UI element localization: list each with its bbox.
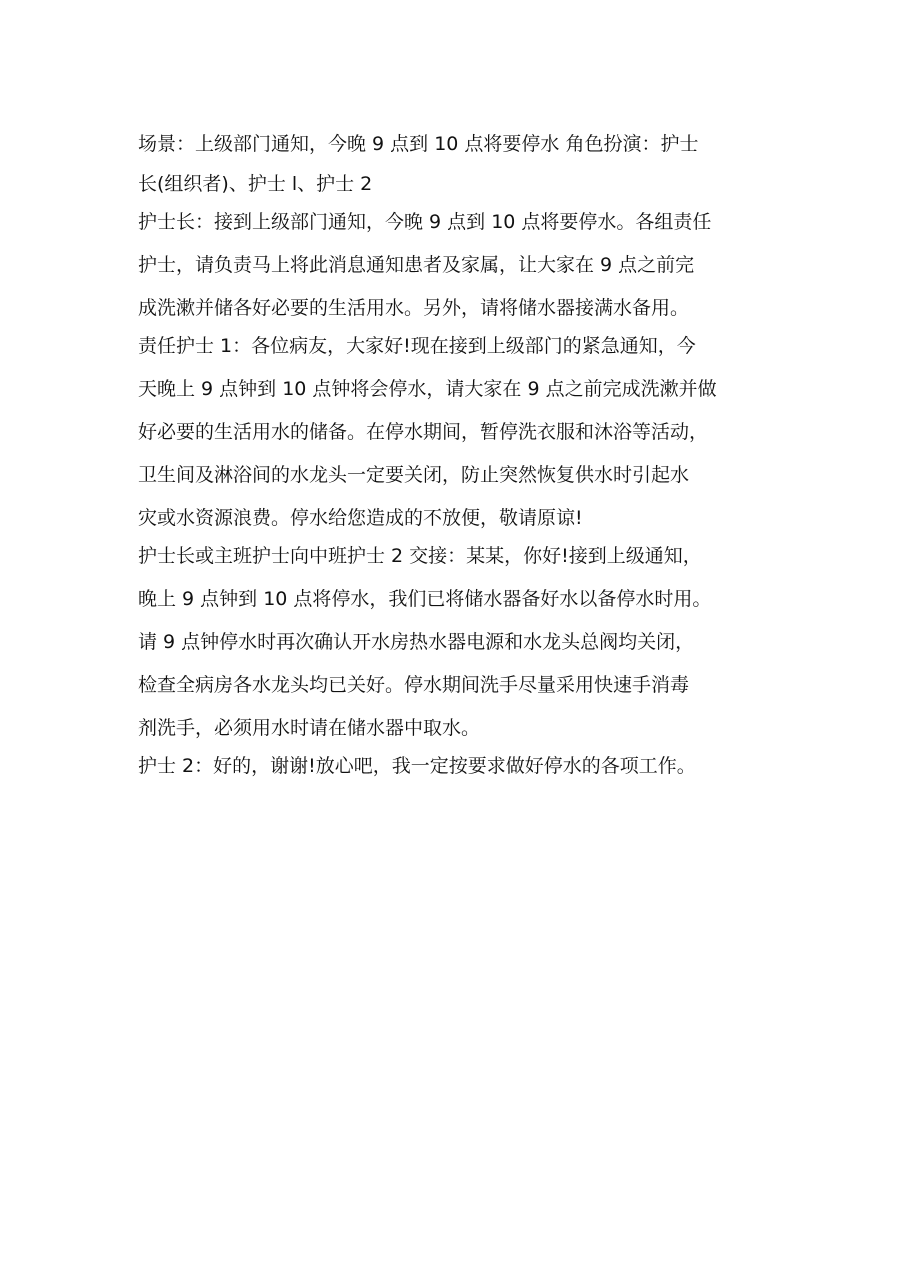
scenario-paragraph: [138, 126, 788, 203]
text-line: 检查全病房各水龙头均已关好。停水期间洗手尽量采用快速手消毒: [138, 674, 690, 696]
text-line: 场景：上级部门通知，今晚 9 点到 10 点将要停水 角色扮演：护士: [138, 133, 699, 155]
document-body: [138, 126, 788, 785]
text-line: 成洗漱并储各好必要的生活用水。另外，请将储水器接满水备用。: [138, 297, 690, 319]
nurse-1-paragraph: [138, 328, 788, 537]
text-line: 长(组织者)、护士 l、护士 2: [138, 173, 373, 195]
text-line: 护士，请负责马上将此消息通知患者及家属，让大家在 9 点之前完: [138, 254, 695, 276]
head-nurse-paragraph: [138, 204, 788, 327]
nurse-2-paragraph: [138, 748, 788, 785]
text-line: 护士长或主班护士向中班护士 2 交接：某某，你好!接到上级通知，: [138, 545, 702, 567]
text-line: 天晚上 9 点钟到 10 点钟将会停水，请大家在 9 点之前完成洗漱并做: [138, 378, 717, 400]
text-line: 好必要的生活用水的储备。在停水期间，暂停洗衣服和沐浴等活动，: [138, 421, 709, 443]
handover-paragraph: [138, 538, 788, 747]
text-line: 请 9 点钟停水时再次确认开水房热水器电源和水龙头总阀均关闭，: [138, 631, 695, 653]
text-line: 护士长：接到上级部门通知，今晚 9 点到 10 点将要停水。各组责任: [138, 211, 712, 233]
text-line: 晚上 9 点钟到 10 点将停水，我们已将储水器备好水以备停水时用。: [138, 588, 712, 610]
text-line: 剂洗手，必须用水时请在储水器中取水。: [138, 717, 481, 739]
text-line: 护士 2：好的，谢谢!放心吧，我一定按要求做好停水的各项工作。: [138, 755, 696, 777]
text-line: 卫生间及淋浴间的水龙头一定要关闭，防止突然恢复供水时引起水: [138, 464, 690, 486]
text-line: 责任护士 1：各位病友，大家好!现在接到上级部门的紧急通知，今: [138, 335, 696, 357]
text-line: 灾或水资源浪费。停水给您造成的不放便，敬请原谅!: [138, 507, 583, 529]
